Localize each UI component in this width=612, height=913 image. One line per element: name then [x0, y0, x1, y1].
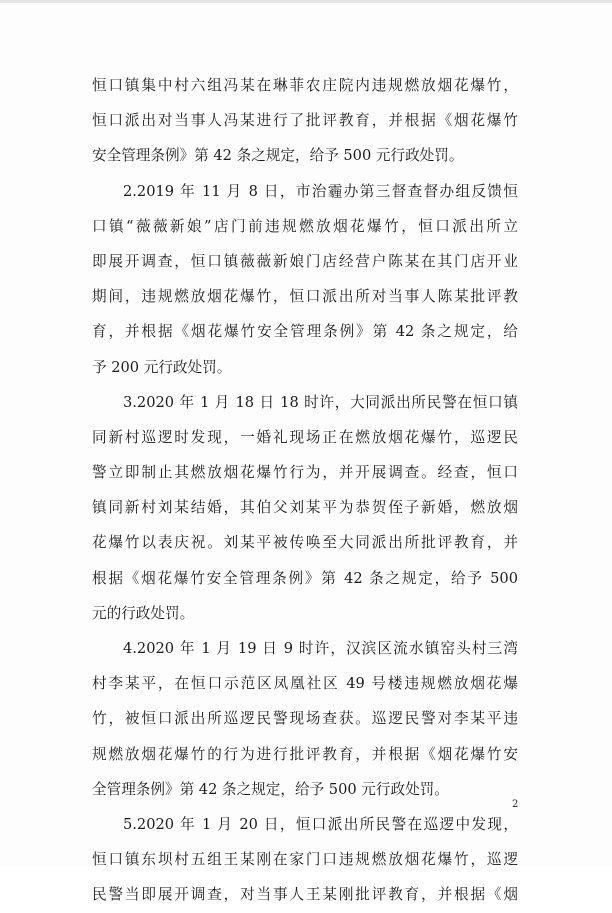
paragraph-item-3 — [92, 385, 518, 631]
text-line: 根据《烟花爆竹安全管理条例》第 42 条之规定，给予 500 — [92, 569, 518, 587]
text-line: 花爆竹以表庆祝。刘某平被传唤至大同派出所批评教育，并 — [92, 534, 518, 552]
text-line: 元的行政处罚。 — [92, 604, 195, 622]
document-body — [92, 68, 518, 913]
text-line: 规燃放烟花爆竹的行为进行批评教育，并根据《烟花爆竹安 — [92, 745, 518, 763]
paragraph-item-4 — [92, 631, 518, 807]
text-line: 镇同新村刘某结婚，其伯父刘某平为恭贺侄子新婚，燃放烟 — [92, 499, 518, 517]
text-line: 警立即制止其燃放烟花爆竹行为，并开展调查。经查，恒口 — [92, 464, 518, 482]
paragraph-item-5 — [92, 807, 518, 913]
paragraph-continuation — [92, 68, 518, 174]
text-line: 育，并根据《烟花爆竹安全管理条例》第 42 条之规定，给 — [92, 323, 518, 341]
text-line: 恒口镇集中村六组冯某在琳菲农庄院内违规燃放烟花爆竹， — [92, 77, 518, 94]
page-number: 2 — [512, 799, 519, 810]
text-line: 村李某平，在恒口示范区凤凰社区 49 号楼违规燃放烟花爆 — [92, 675, 518, 693]
text-line: 即展开调查，恒口镇薇薇新娘门店经营户陈某在其门店开业 — [92, 252, 518, 270]
text-line: 全管理条例》第 42 条之规定，给予 500 元行政处罚。 — [92, 780, 449, 798]
text-line: 4.2020 年 1 月 19 日 9 时许，汉滨区流水镇窑头村三湾 — [123, 640, 518, 657]
text-line: 3.2020 年 1 月 18 日 18 时许，大同派出所民警在恒口镇 — [123, 393, 518, 411]
text-line: 恒口派出对当事人冯某进行了批评教育，并根据《烟花爆竹 — [92, 112, 518, 130]
page-top-edge — [0, 0, 612, 3]
text-line: 予 200 元行政处罚。 — [92, 358, 232, 376]
text-line: 口镇“薇薇新娘”店门前违规燃放烟花爆竹，恒口派出所立 — [92, 217, 518, 235]
text-line: 5.2020 年 1 月 20 日，恒口派出所民警在巡逻中发现， — [123, 815, 518, 833]
text-line: 恒口镇东坝村五组王某刚在家门口违规燃放烟花爆竹，巡逻 — [92, 851, 518, 869]
text-line: 同新村巡逻时发现，一婚礼现场正在燃放烟花爆竹，巡逻民 — [92, 428, 518, 446]
text-line: 竹，被恒口派出所巡逻民警现场查获。巡逻民警对李某平违 — [92, 710, 518, 728]
paragraph-item-2 — [92, 174, 518, 385]
text-line: 期间，违规燃放烟花爆竹，恒口派出所对当事人陈某批评教 — [92, 288, 518, 306]
text-line: 安全管理条例》第 42 条之规定，给予 500 元行政处罚。 — [92, 147, 464, 165]
text-line: 民警当即展开调查，对当事人王某刚批评教育，并根据《烟 — [92, 886, 518, 904]
text-line: 2.2019 年 11 月 8 日，市治霾办第三督查督办组反馈恒 — [123, 182, 518, 200]
